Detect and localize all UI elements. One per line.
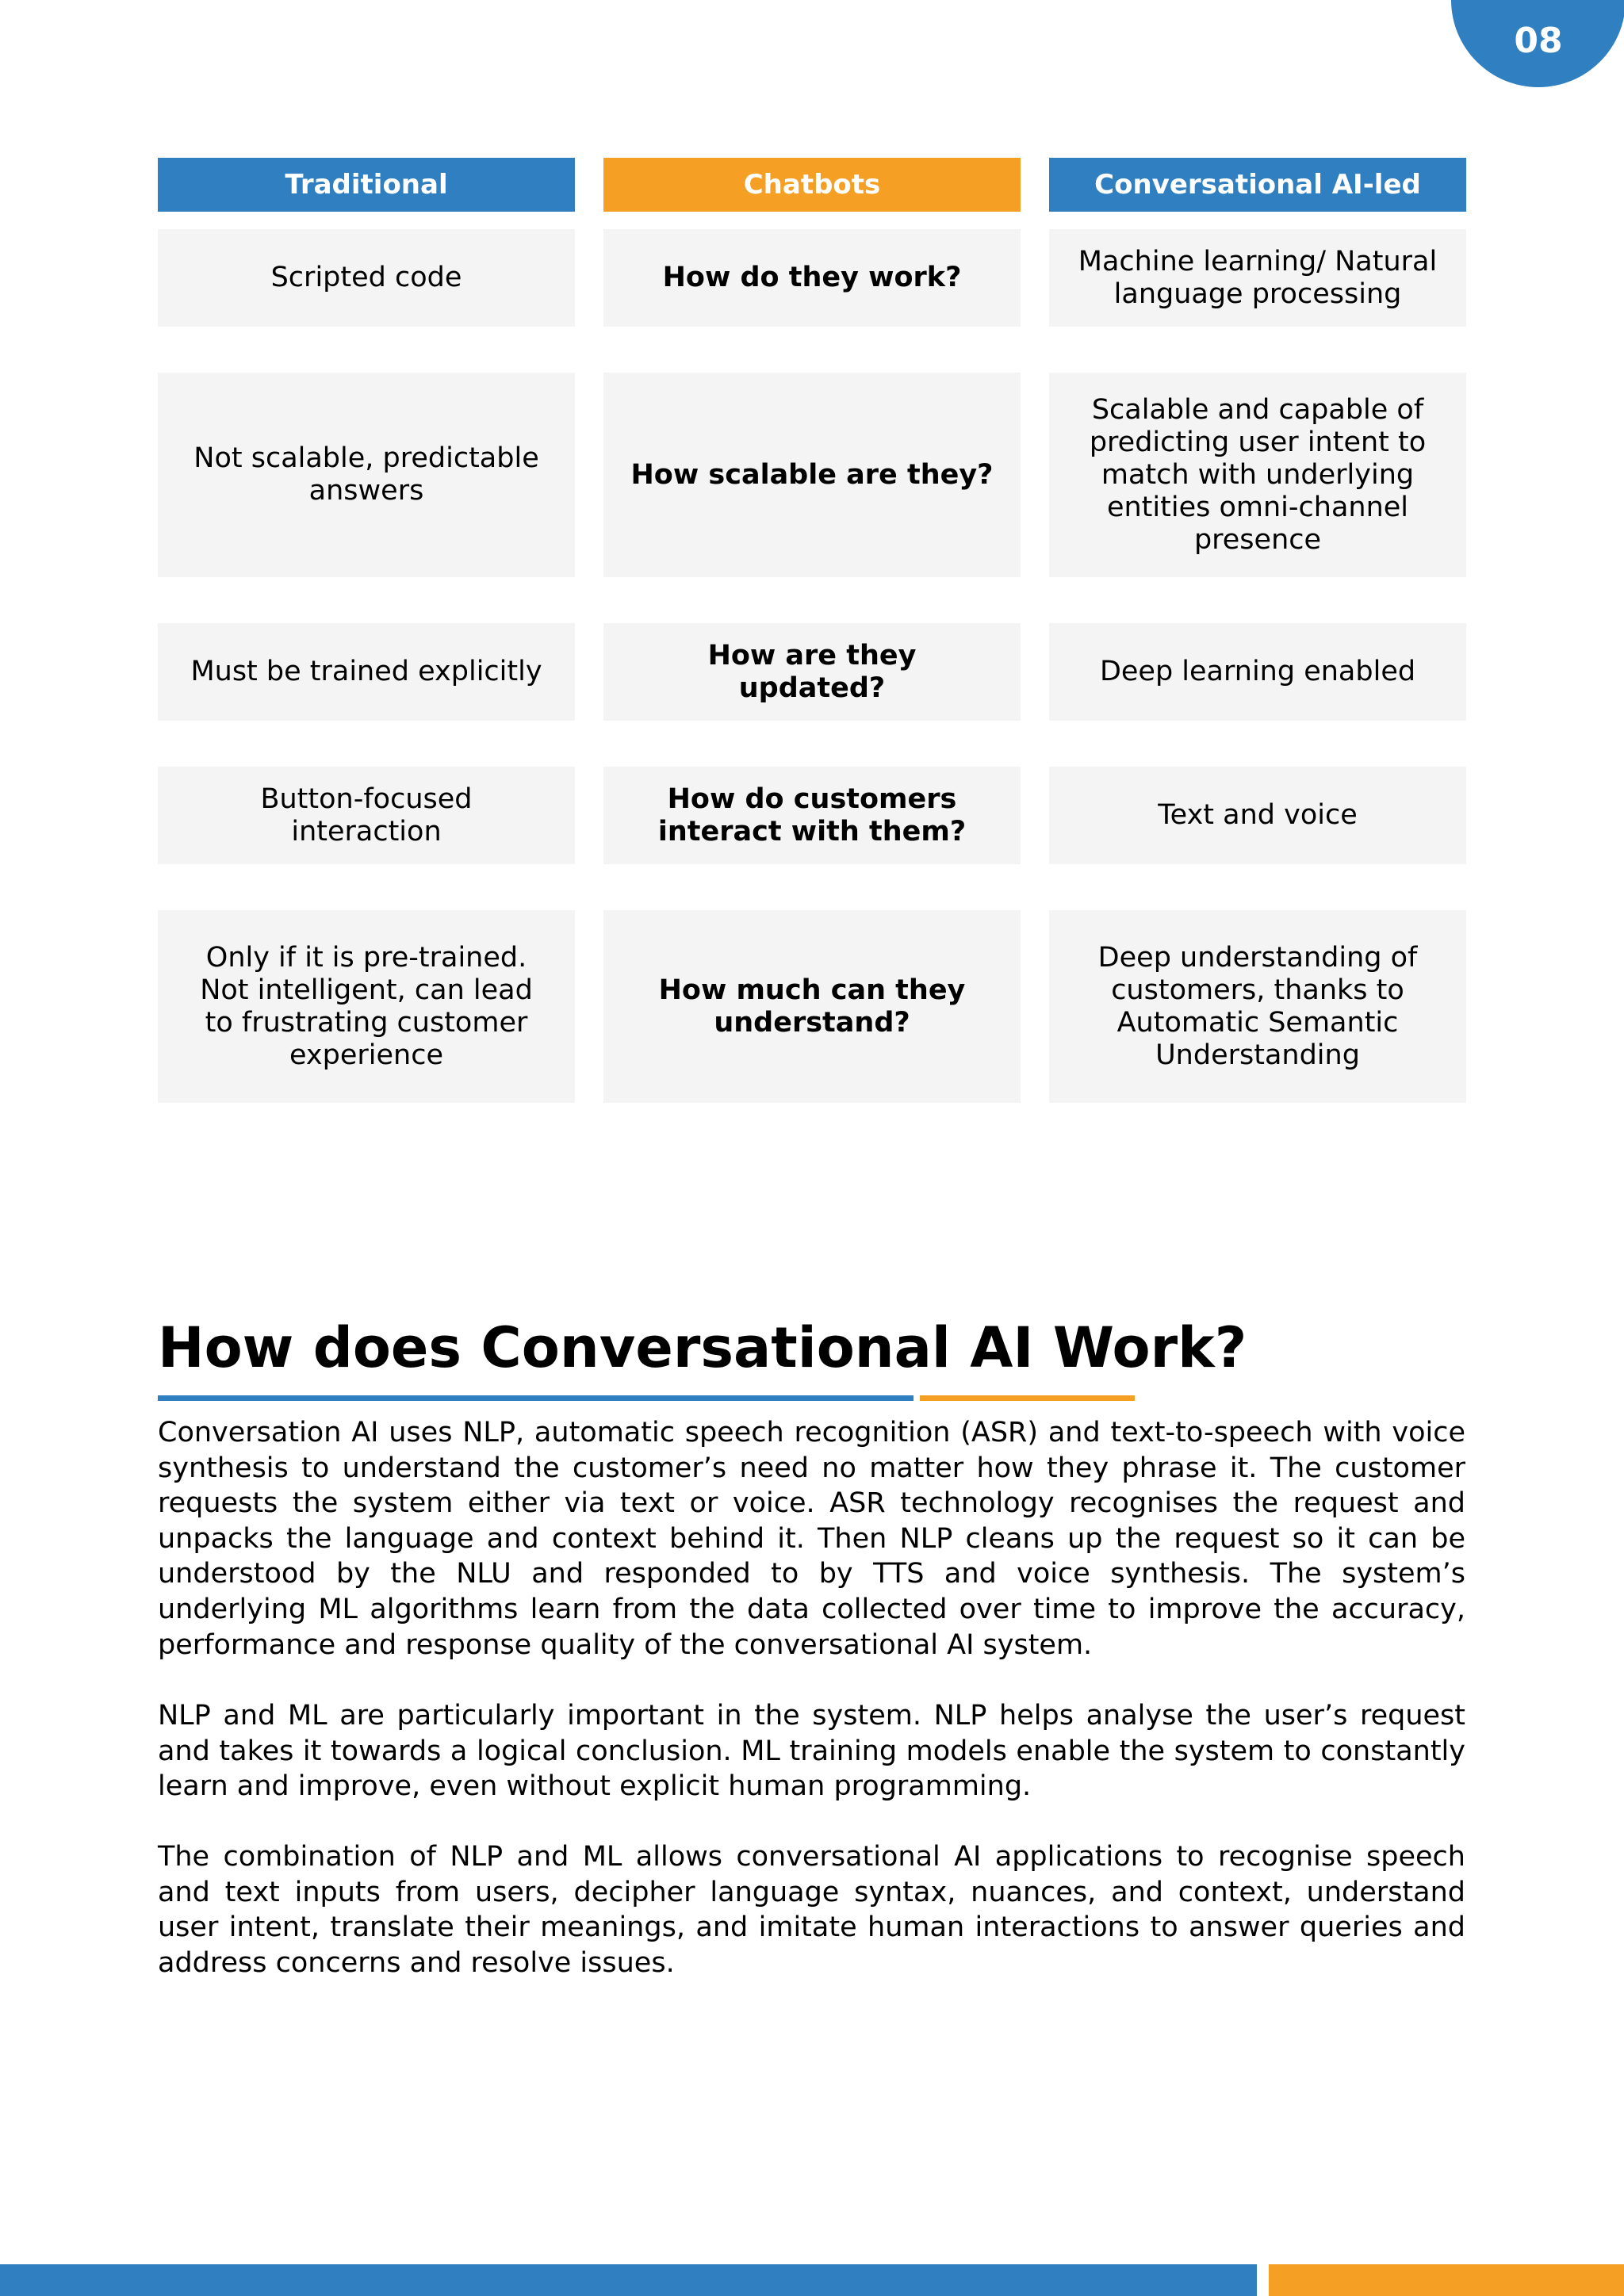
body-paragraph-2: NLP and ML are particularly important in the system. NLP helps analyse the user’s request and takes it towards a logical conclusion. ML training models enable the system to constantly learn and improve, even without explicit human programming. [158,1700,1465,1803]
body-paragraph-3: The combination of NLP and ML allows conversational AI applications to recognise speech and text inputs from users, decipher language syntax, nuances, and context, understand user intent, translate their meanings, and imitate human interactions to answer queries and address concerns and resolve issues. [158,1841,1465,1979]
title-underline-blue [158,1395,914,1401]
cell-traditional-row-2: Not scalable, predictable answers [158,373,575,577]
header-chatbots: Chatbots [603,158,1021,212]
header-conversational-ai: Conversational AI-led [1049,158,1466,212]
cell-traditional-row-3: Must be trained explicitly [158,623,575,721]
cell-question-row-3: How are they updated? [603,623,1021,721]
title-underline-orange [920,1395,1135,1401]
cell-conversational-row-4: Text and voice [1049,767,1466,864]
cell-question-row-2: How scalable are they? [603,373,1021,577]
cell-traditional-row-1: Scripted code [158,229,575,327]
cell-traditional-row-4: Button-focused interaction [158,767,575,864]
footer-bar-blue [0,2264,1257,2296]
cell-conversational-row-1: Machine learning/ Natural language processing [1049,229,1466,327]
cell-traditional-row-5: Only if it is pre-trained. Not intelligent, can lead to frustrating customer experience [158,910,575,1103]
cell-question-row-5: How much can they understand? [603,910,1021,1103]
cell-conversational-row-5: Deep understanding of customers, thanks to Automatic Semantic Understanding [1049,910,1466,1103]
cell-question-row-1: How do they work? [603,229,1021,327]
cell-conversational-row-3: Deep learning enabled [1049,623,1466,721]
footer-bar-orange [1269,2264,1624,2296]
section-title: How does Conversational AI Work? [158,1315,1247,1380]
header-traditional: Traditional [158,158,575,212]
cell-conversational-row-2: Scalable and capable of predicting user intent to match with underlying entities omni-channel presence [1049,373,1466,577]
body-paragraph-1: Conversation AI uses NLP, automatic speech recognition (ASR) and text-to-speech with voice synthesis to understand the customer’s need no matter how they phrase it. The customer requests the system either via text or voice. ASR technology recognises the request and unpacks the language and context behind it. Then NLP cleans up the request so it can be understood by the NLU and responded to by TTS and voice synthesis. The system’s underlying ML algorithms learn from the data collected over time to improve the accuracy, performance and response quality of the conversational AI system. [158,1417,1465,1661]
cell-question-row-4: How do customers interact with them? [603,767,1021,864]
page-number: 08 [1514,21,1563,61]
